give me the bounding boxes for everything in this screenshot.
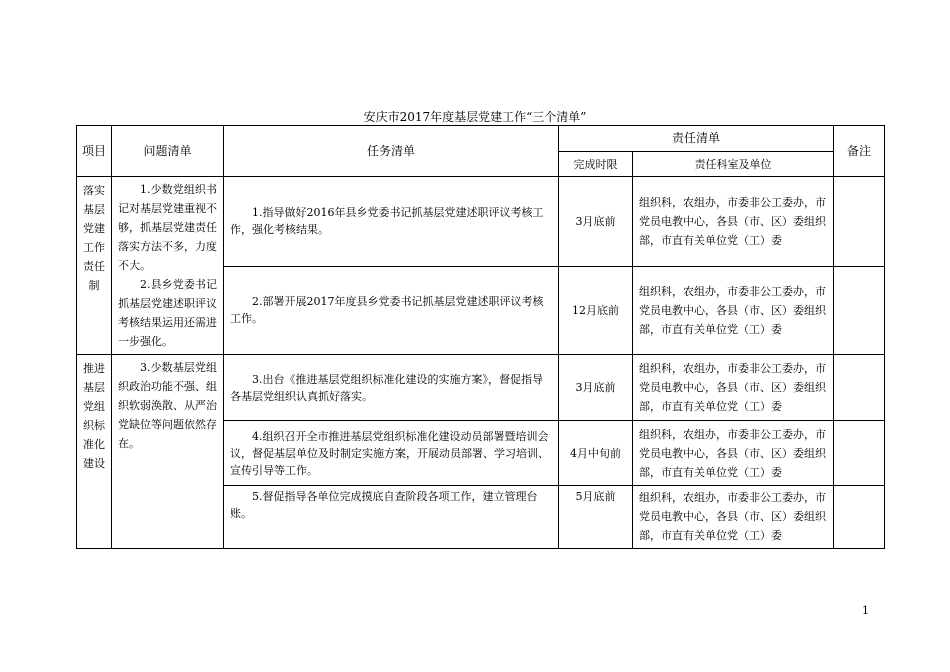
header-item: 项目	[77, 126, 112, 177]
page-number: 1	[862, 604, 869, 617]
header-units: 责任科室及单位	[633, 152, 834, 177]
remark-cell	[834, 486, 885, 549]
problem-item: 3.少数基层党组织政治功能不强、组织软弱涣散、从严治党缺位等问题依然存在。	[118, 361, 217, 450]
task-text: 1.指导做好2016年县乡党委书记抓基层党建述职评议考核工作，强化考核结果。	[230, 206, 544, 237]
task-cell	[224, 177, 559, 267]
units-cell: 组织科，农组办，市委非公工委办，市党员电教中心，各县（市、区）委组织部，市直有关单位党（工）委	[633, 486, 834, 549]
task-text: 2.部署开展2017年度县乡党委书记抓基层党建述职评议考核工作。	[230, 295, 544, 326]
problem-cell	[112, 177, 224, 355]
remark-cell	[834, 421, 885, 486]
remark-cell	[834, 177, 885, 267]
header-responsibility: 责任清单	[559, 126, 834, 152]
task-text: 5.督促指导各单位完成摸底自查阶段各项工作，建立管理台账。	[230, 490, 538, 520]
task-cell	[224, 355, 559, 421]
three-lists-table	[76, 125, 885, 549]
table-row	[77, 177, 885, 267]
task-cell	[224, 421, 559, 486]
units-cell: 组织科，农组办，市委非公工委办，市党员电教中心，各县（市、区）委组织部，市直有关单位党（工）委	[633, 355, 834, 421]
task-text: 4.组织召开全市推进基层党组织标准化建设动员部署暨培训会议，督促基层单位及时制定实施方案，开展动员部署、学习培训、宣传引导等工作。	[230, 429, 549, 477]
task-cell	[224, 266, 559, 354]
deadline-cell: 5月底前	[559, 486, 633, 549]
remark-cell	[834, 266, 885, 354]
deadline-cell: 4月中旬前	[559, 421, 633, 486]
problem-item: 2.县乡党委书记抓基层党建述职评议考核结果运用还需进一步强化。	[118, 278, 217, 348]
table-row	[77, 355, 885, 421]
units-cell: 组织科，农组办，市委非公工委办，市党员电教中心，各县（市、区）委组织部，市直有关单位党（工）委	[633, 421, 834, 486]
category-cell: 落实基层党建工作责任制	[77, 177, 112, 355]
remark-cell	[834, 355, 885, 421]
deadline-cell: 12月底前	[559, 266, 633, 354]
header-tasks: 任务清单	[224, 126, 559, 177]
deadline-cell: 3月底前	[559, 355, 633, 421]
deadline-cell: 3月底前	[559, 177, 633, 267]
task-cell	[224, 486, 559, 549]
problem-cell	[112, 355, 224, 549]
header-row	[77, 126, 885, 152]
units-cell: 组织科，农组办，市委非公工委办，市党员电教中心，各县（市、区）委组织部，市直有关单位党（工）委	[633, 266, 834, 354]
category-cell: 推进基层党组织标准化建设	[77, 355, 112, 549]
header-remarks: 备注	[834, 126, 885, 177]
header-problems: 问题清单	[112, 126, 224, 177]
task-text: 3.出台《推进基层党组织标准化建设的实施方案》，督促指导各基层党组织认真抓好落实。	[230, 372, 543, 403]
header-deadline: 完成时限	[559, 152, 633, 177]
units-cell: 组织科，农组办，市委非公工委办，市党员电教中心，各县（市、区）委组织部，市直有关单位党（工）委	[633, 177, 834, 267]
problem-item: 1.少数党组织书记对基层党建重视不够，抓基层党建责任落实方法不多，力度不大。	[118, 183, 217, 272]
document-title: 安庆市2017年度基层党建工作“三个清单”	[363, 110, 587, 124]
